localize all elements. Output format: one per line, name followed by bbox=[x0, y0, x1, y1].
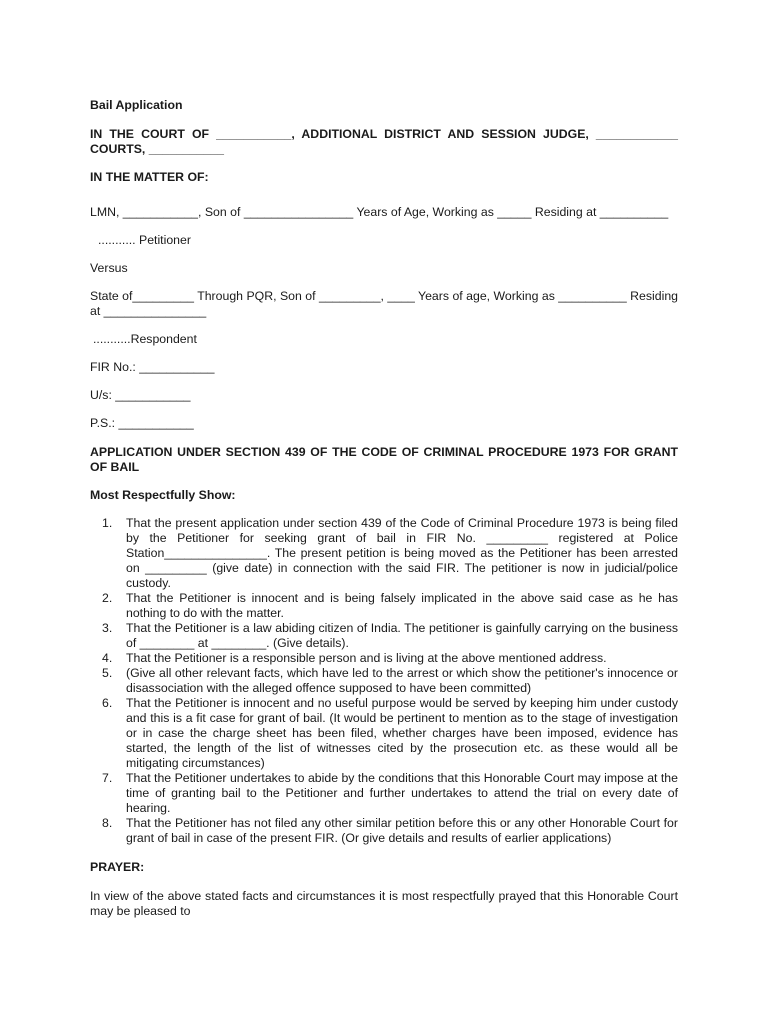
point-text: That the Petitioner is a responsible person and is living at the above mentioned address. bbox=[126, 651, 607, 665]
list-item bbox=[102, 696, 678, 771]
list-item bbox=[102, 771, 678, 816]
list-item bbox=[102, 666, 678, 696]
document-page bbox=[90, 98, 678, 919]
prayer-heading: PRAYER: bbox=[90, 860, 145, 874]
fir-number-field: FIR No.: ___________ bbox=[90, 360, 215, 374]
list-item bbox=[102, 816, 678, 846]
under-section-field: U/s: ___________ bbox=[90, 388, 191, 402]
list-item bbox=[102, 621, 678, 651]
respondent-label: ...........Respondent bbox=[93, 332, 197, 346]
document-title: Bail Application bbox=[90, 98, 183, 112]
list-item bbox=[102, 651, 678, 666]
point-text: That the Petitioner is innocent and no useful purpose would be served by keeping him under custody and this is a fit case for grant of bail. (It would be pertinent to mention as to the stage of investigation or in case the charge sheet has been filed, whether charges have been imposed, evidence has started, the length of the list of witnesses cited by the prosecution etc. as these would all be mitigating circumstances) bbox=[126, 696, 678, 770]
show-heading: Most Respectfully Show: bbox=[90, 488, 236, 502]
list-item bbox=[102, 591, 678, 621]
point-number: 6. bbox=[102, 696, 113, 710]
point-number: 3. bbox=[102, 621, 113, 635]
points-list bbox=[90, 516, 678, 846]
versus-label: Versus bbox=[90, 261, 128, 275]
point-number: 7. bbox=[102, 771, 113, 785]
respondent-details: State of_________ Through PQR, Son of _________, ____ Years of age, Working as __________ Residing at _______________ bbox=[90, 289, 678, 318]
matter-heading: IN THE MATTER OF: bbox=[90, 170, 209, 184]
point-number: 5. bbox=[102, 666, 113, 680]
point-number: 2. bbox=[102, 591, 113, 605]
point-number: 1. bbox=[102, 516, 113, 530]
point-number: 4. bbox=[102, 651, 113, 665]
point-number: 8. bbox=[102, 816, 113, 830]
petitioner-label: ........... Petitioner bbox=[98, 233, 191, 247]
point-text: (Give all other relevant facts, which have led to the arrest or which show the petitioner's innocence or disassociation with the alleged offence supposed to have been committed) bbox=[126, 666, 678, 695]
point-text: That the Petitioner is innocent and is being falsely implicated in the above said case as he has nothing to do with the matter. bbox=[126, 591, 678, 620]
point-text: That the Petitioner undertakes to abide by the conditions that this Honorable Court may impose at the time of granting bail to the Petitioner and further undertakes to attend the trial on every date of hearing. bbox=[126, 771, 678, 815]
point-text: That the Petitioner is a law abiding citizen of India. The petitioner is gainfully carrying on the business of ________ at ________. (Give details). bbox=[126, 621, 678, 650]
application-heading: APPLICATION UNDER SECTION 439 OF THE CODE OF CRIMINAL PROCEDURE 1973 FOR GRANT OF BAIL bbox=[90, 445, 678, 474]
court-line: IN THE COURT OF ___________, ADDITIONAL DISTRICT AND SESSION JUDGE, ____________ COURTS, ___________ bbox=[90, 127, 678, 156]
point-text: That the Petitioner has not filed any other similar petition before this or any other Honorable Court for grant of bail in case of the present FIR. (Or give details and results of earlier applications) bbox=[126, 816, 678, 845]
point-text: That the present application under section 439 of the Code of Criminal Procedure 1973 is being filed by the Petitioner for seeking grant of bail in FIR No. _________ registered at Police Station_______________. The present petition is being moved as the Petitioner has been arrested on _________ (give date) in connection with the said FIR. The petitioner is now in judicial/police custody. bbox=[126, 516, 678, 590]
petitioner-details: LMN, ___________, Son of ________________ Years of Age, Working as _____ Residing at __________ bbox=[90, 205, 669, 219]
prayer-text: In view of the above stated facts and circumstances it is most respectfully prayed that this Honorable Court may be pleased to bbox=[90, 889, 678, 918]
list-item bbox=[102, 516, 678, 591]
police-station-field: P.S.: ___________ bbox=[90, 416, 194, 430]
